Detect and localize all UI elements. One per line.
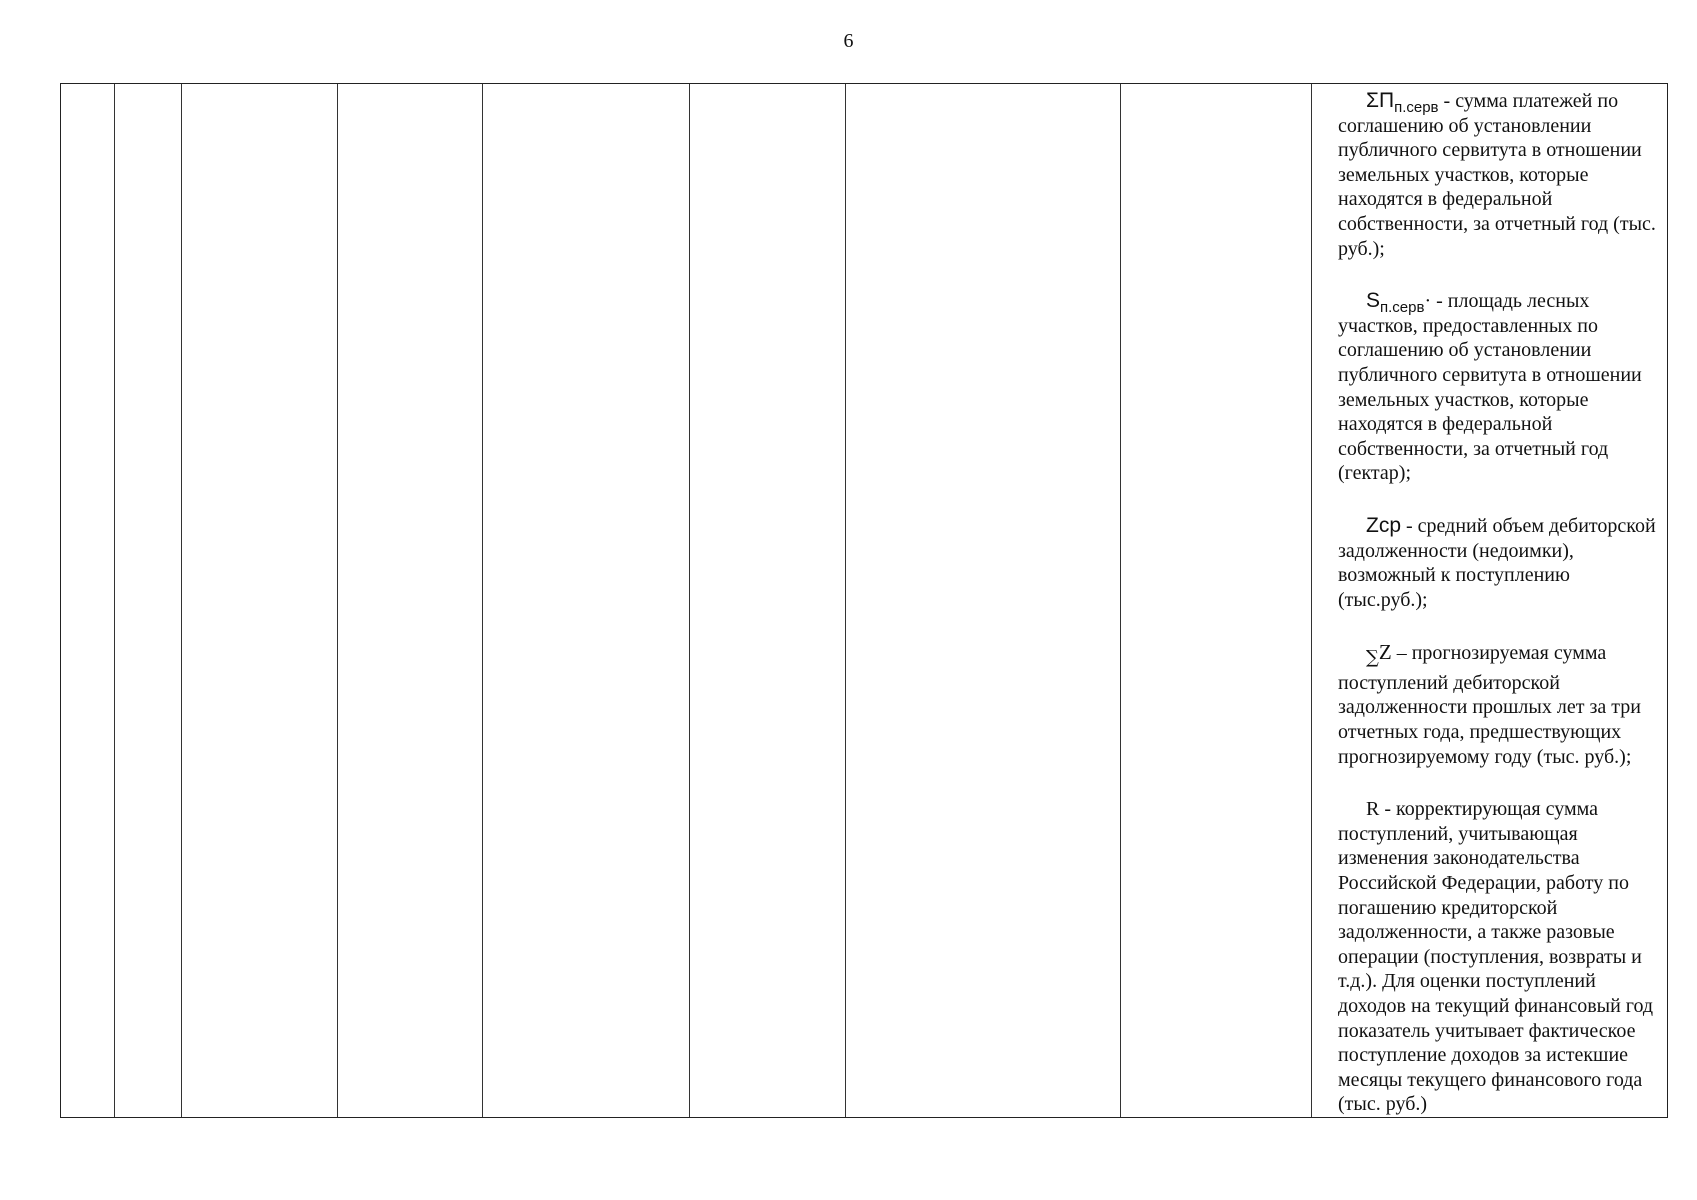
- definition-text: - сумма платежей по соглашению об установлении публичного сервитута в отношении земельных участков, которые находятся в федеральной собственности, за отчетный год (тыс. руб.);: [1338, 90, 1656, 260]
- formula-symbol: Zср: [1366, 513, 1402, 537]
- definition-text: · - площадь лесных участков, предоставленных по соглашению об установлении публичного сервитута в отношении земельных участков, которые находятся в федеральной собственности, за отчетный год (гектар);: [1338, 290, 1642, 485]
- definition-text: - корректирующая сумма поступлений, учитывающая изменения законодательства Российской Федерации, работу по погашению кредиторской задолженности, а также разовые операции (поступления, возвраты и т.д.). Для оценки поступлений доходов на текущий финансовый год показатель учитывает фактическое поступление доходов за истекшие месяцы текущего финансового года (тыс. руб.): [1338, 798, 1654, 1116]
- column-divider: [482, 84, 483, 1117]
- column-divider: [181, 84, 182, 1117]
- document-table: [60, 83, 1668, 1118]
- definition-forecast-sum: [1338, 640, 1658, 769]
- formula-symbol: Z: [1378, 640, 1392, 665]
- definition-text: - средний объем дебиторской задолженности (недоимки), возможный к поступлению (тыс.руб.);: [1338, 514, 1656, 611]
- page-number: 6: [843, 30, 854, 52]
- formula-symbol: $\Sigma П_{п.серв}$: [1366, 89, 1439, 116]
- formula-symbol: $S_{п.серв}$: [1366, 289, 1425, 317]
- column-divider: [845, 84, 846, 1117]
- definition-area: [1338, 289, 1658, 486]
- column-divider: [337, 84, 338, 1117]
- definition-average-debt: [1338, 514, 1658, 612]
- sum-symbol: ∑: [1366, 647, 1379, 669]
- definition-sum-payments: [1338, 89, 1658, 261]
- definitions-cell: [1326, 84, 1666, 1117]
- column-divider: [114, 84, 115, 1117]
- column-divider: [689, 84, 690, 1117]
- formula-symbol: R: [1366, 798, 1380, 821]
- column-divider: [1120, 84, 1121, 1117]
- column-divider: [1311, 84, 1312, 1117]
- definition-text: – прогнозируемая сумма поступлений дебиторской задолженности прошлых лет за три отчетных года, предшествующих прогнозируемому году (тыс. руб.);: [1338, 642, 1641, 768]
- definition-correction: [1338, 797, 1658, 1117]
